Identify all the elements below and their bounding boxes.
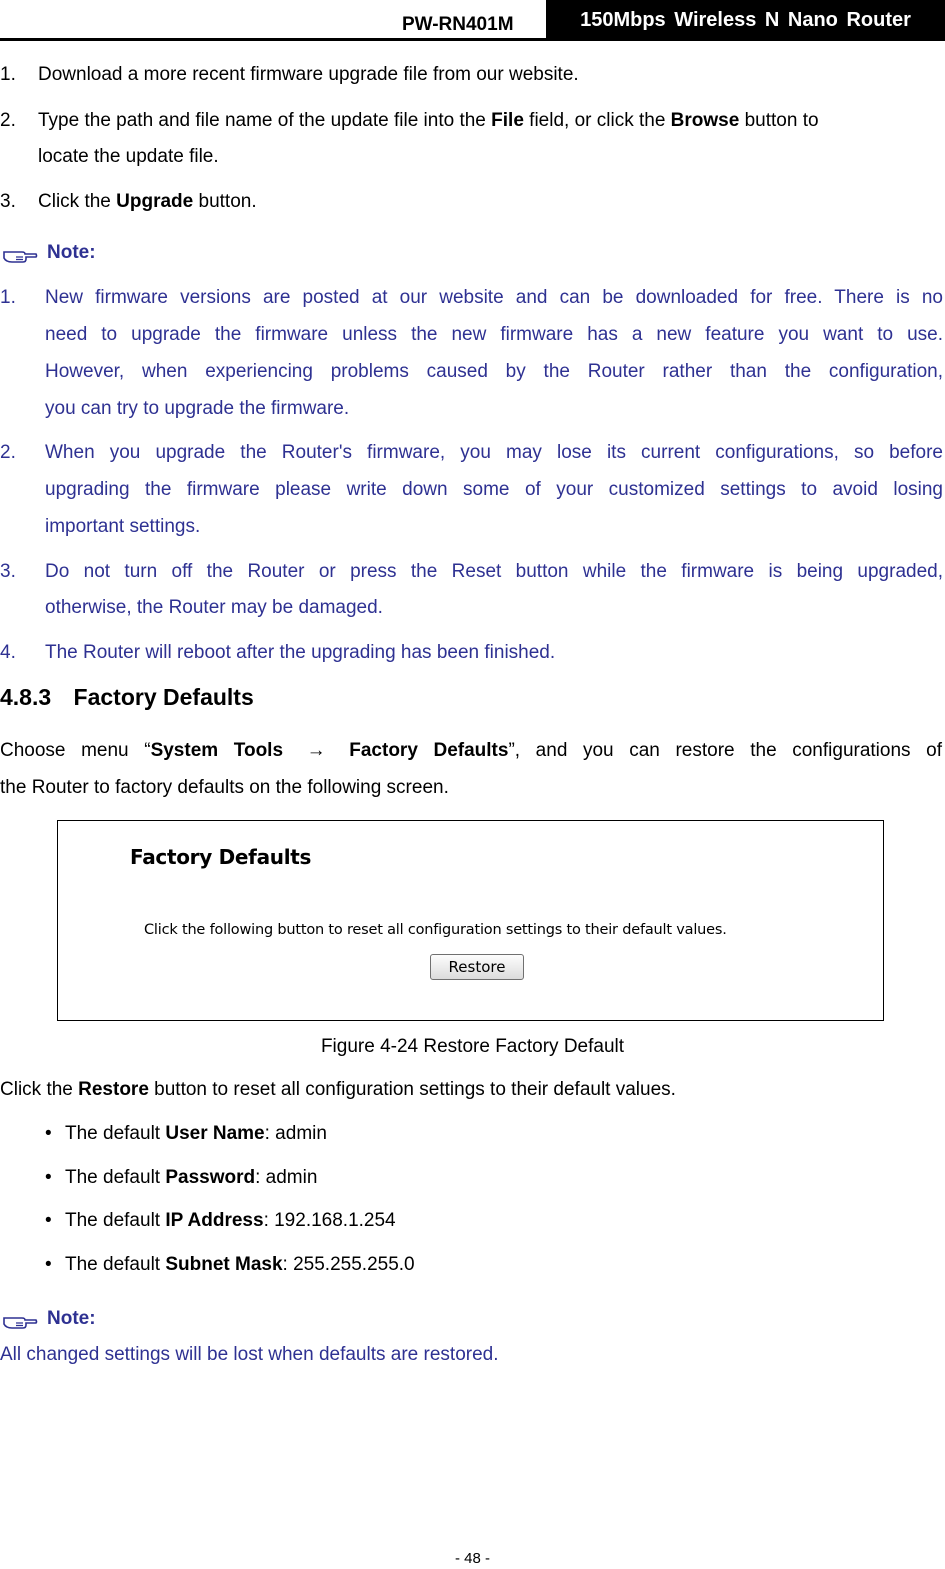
list-item-text <box>65 1167 317 1189</box>
step-text <box>38 191 257 213</box>
list-text: The default <box>65 1123 166 1144</box>
restore-bold: Restore <box>78 1079 149 1100</box>
page-header <box>0 0 945 42</box>
step-bold-file: File <box>491 110 524 131</box>
note-line: Do not turn off the Router or press the Reset button while the firmware is being upgraded, <box>45 561 943 582</box>
pointing-hand-icon <box>2 1312 38 1330</box>
note-line: you can try to upgrade the firmware. <box>45 398 350 419</box>
note-label: Note: <box>47 1308 96 1329</box>
default-label: User Name <box>165 1123 265 1144</box>
step-text: Download a more recent firmware upgrade file from our website. <box>38 64 579 85</box>
section-number: 4.8.3 <box>0 684 52 710</box>
step-text-part: button to <box>739 110 819 131</box>
default-label: Password <box>165 1167 256 1188</box>
bullet-dot: • <box>45 1254 52 1275</box>
figure-title: Factory Defaults <box>130 845 312 869</box>
restore-text: button to reset all configuration settings to their default values. <box>148 1079 676 1100</box>
step-number: 3. <box>0 191 16 212</box>
list-text: The default <box>65 1210 166 1231</box>
default-value: : 255.255.255.0 <box>282 1254 415 1275</box>
section-heading <box>0 684 254 711</box>
restore-button[interactable]: Restore <box>430 954 524 980</box>
note-line: When you upgrade the Router's firmware, you may lose its current configurations, so before <box>45 442 943 463</box>
note-line: upgrading the firmware please write down some of your customized settings to avoid losing <box>45 479 943 500</box>
list-item-text <box>65 1254 415 1276</box>
figure-screenshot <box>57 820 884 1021</box>
pointing-hand-icon <box>2 246 38 264</box>
note-line: otherwise, the Router may be damaged. <box>45 597 383 618</box>
step-text-part: field, or click the <box>523 110 671 131</box>
intro-line-2: the Router to factory defaults on the following screen. <box>0 777 449 798</box>
page-number: - 48 - <box>454 1550 490 1567</box>
figure-description: Click the following button to reset all configuration settings to their default values. <box>144 922 727 938</box>
bullet-dot: • <box>45 1123 52 1144</box>
list-text: The default <box>65 1167 166 1188</box>
note-line: The Router will reboot after the upgrading has been finished. <box>45 642 556 663</box>
header-rule <box>0 38 945 41</box>
section-title: Factory Defaults <box>73 684 254 710</box>
arrow-icon: → <box>306 740 326 761</box>
bullet-dot: • <box>45 1210 52 1231</box>
restore-text: Click the <box>0 1079 79 1100</box>
note-number: 4. <box>0 642 16 663</box>
intro-paragraph <box>0 740 942 762</box>
step-number: 1. <box>0 64 16 85</box>
note-line: need to upgrade the firmware unless the new firmware has a new feature you want to use. <box>45 324 943 345</box>
default-label: Subnet Mask <box>165 1254 283 1275</box>
menu-system-tools: System Tools <box>150 740 284 761</box>
note-text: All changed settings will be lost when defaults are restored. <box>0 1344 499 1365</box>
step-text: locate the update file. <box>38 146 219 167</box>
note-number: 3. <box>0 561 16 582</box>
list-item-text <box>65 1123 327 1145</box>
header-product: 150Mbps Wireless N Nano Router <box>546 0 945 41</box>
note-line: New firmware versions are posted at our website and can be downloaded for free. There is no <box>45 287 943 308</box>
default-label: IP Address <box>165 1210 264 1231</box>
list-item-text <box>65 1210 396 1232</box>
step-text-part: Click the <box>38 191 117 212</box>
figure-caption: Figure 4-24 Restore Factory Default <box>320 1036 625 1057</box>
step-bold-browse: Browse <box>670 110 740 131</box>
intro-text: Choose menu “ <box>0 740 151 761</box>
step-bold-upgrade: Upgrade <box>116 191 194 212</box>
step-text <box>38 110 819 132</box>
note-label: Note: <box>47 242 96 263</box>
note-number: 2. <box>0 442 16 463</box>
default-value: : admin <box>264 1123 327 1144</box>
menu-factory-defaults: Factory Defaults <box>349 740 509 761</box>
default-value: : admin <box>255 1167 318 1188</box>
note-number: 1. <box>0 287 16 308</box>
header-model: PW-RN401M <box>402 14 514 35</box>
step-text-part: Type the path and file name of the update file into the <box>38 110 492 131</box>
restore-paragraph <box>0 1079 676 1101</box>
default-value: : 192.168.1.254 <box>263 1210 396 1231</box>
bullet-dot: • <box>45 1167 52 1188</box>
step-number: 2. <box>0 110 16 131</box>
note-line: However, when experiencing problems caused by the Router rather than the configuration, <box>45 361 943 382</box>
note-line: important settings. <box>45 516 201 537</box>
step-text-part: button. <box>193 191 257 212</box>
list-text: The default <box>65 1254 166 1275</box>
intro-text: ”, and you can restore the configurations of <box>508 740 942 761</box>
